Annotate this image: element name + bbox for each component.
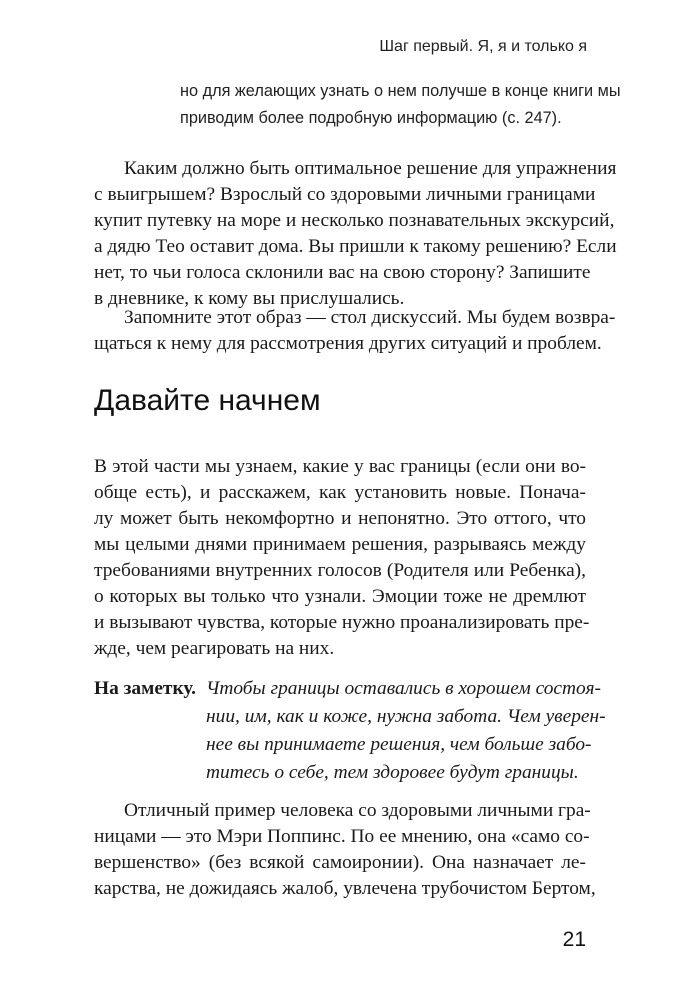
text-line: вершенство» (без всякой самоиронии). Она назначает ле- — [94, 852, 586, 873]
paragraph-1 — [94, 156, 617, 312]
note-line: нее вы принимаете решения, чем больше забо- — [206, 734, 592, 755]
footnote-continuation — [180, 78, 621, 132]
text-line: щаться к нему для рассмотрения других ситуаций и проблем. — [94, 333, 602, 354]
paragraph-3 — [94, 454, 590, 662]
text-line: купит путевку на море и несколько познавательных экскурсий, — [94, 210, 615, 231]
text-line: обще есть), и расскажем, как установить новые. Понача- — [94, 482, 586, 503]
text-line: с выигрышем? Взрослый со здоровыми личными границами — [94, 184, 596, 205]
note-text — [206, 675, 606, 787]
paragraph-4 — [94, 798, 596, 902]
paragraph-2 — [94, 305, 616, 357]
text-line: В этой части мы узнаем, какие у вас границы (если они во- — [94, 456, 586, 477]
footnote-line: приводим более подробную информацию (с. 247). — [180, 109, 562, 127]
text-line: ницами — это Мэри Поппинс. По ее мнению, она «само со- — [94, 826, 590, 847]
note-line: Чтобы границы оставались в хорошем состоя- — [206, 678, 601, 699]
footnote-line: но для желающих узнать о нем получше в конце книги мы — [180, 82, 621, 100]
text-line: нет, то чьи голоса склонили вас на свою сторону? Запишите — [94, 262, 591, 283]
note-label: На заметку. — [94, 678, 196, 699]
text-line: Запомните этот образ — стол дискуссий. Мы будем возвра- — [124, 307, 616, 328]
text-line: требованиями внутренних голосов (Родителя или Ребенка), — [94, 560, 586, 581]
note-line: титесь о себе, тем здоровее будут границы. — [206, 762, 579, 783]
text-line: жде, чем реагировать на них. — [94, 638, 335, 659]
text-line: мы целыми днями принимаем решения, разрываясь между — [94, 534, 586, 555]
text-line: а дядю Тео оставит дома. Вы пришли к такому решению? Если — [94, 236, 617, 257]
text-line: лу может быть некомфортно и непонятно. Это оттого, что — [94, 508, 586, 529]
note-line: нии, им, как и коже, нужна забота. Чем уверен- — [206, 706, 606, 727]
text-line: в дневнике, к кому вы прислушались. — [94, 288, 405, 309]
text-line: о которых вы только что узнали. Эмоции тоже не дремлют — [94, 586, 586, 607]
running-head: Шаг первый. Я, я и только я — [379, 38, 587, 55]
text-line: карства, не дожидаясь жалоб, увлечена трубочистом Бертом, — [94, 878, 596, 899]
text-line: Каким должно быть оптимальное решение для упражнения — [124, 158, 617, 179]
page-number: 21 — [562, 928, 586, 951]
text-line: Отличный пример человека со здоровыми личными гра- — [124, 800, 591, 821]
section-heading: Давайте начнем — [94, 384, 321, 417]
text-line: и вызывают чувства, которые нужно проанализировать пре- — [94, 612, 590, 633]
